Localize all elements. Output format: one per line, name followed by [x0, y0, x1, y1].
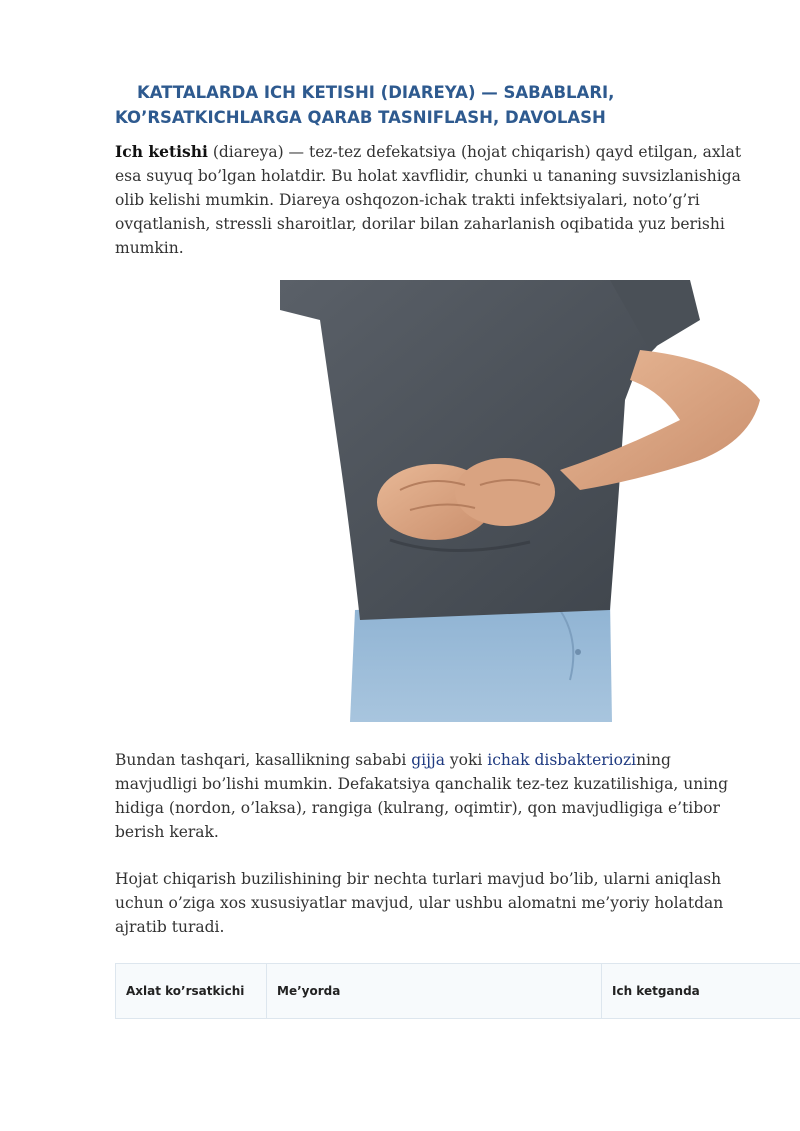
causes-paragraph: [115, 748, 755, 844]
article-title: [115, 80, 675, 130]
causes-text-after: ning mavjudligi bo’lishi mumkin. Defakatsiya qanchalik tez-tez kuzatilishiga, uning hidiga (nordon, o’laksa), rangiga (kulrang, oqimtir), qon mavjudligiga e’tibor berish kerak.: [115, 751, 729, 841]
intro-term: Ich ketishi: [115, 142, 208, 161]
title-line-2: KO’RSATKICHLARGA QARAB TASNIFLASH, DAVOLASH: [115, 108, 606, 127]
intro-text: (diareya) — tez-tez defekatsiya (hojat chiqarish) qayd etilgan, axlat esa suyuq bo’lgan holatdir. Bu holat xavflidir, chunki u tananing suvsizlanishiga olib kelishi mumkin. Diareya oshqozon-ichak trakti infektsiyalari, noto’g’ri ovqatlanish, stressli sharoitlar, dorilar bilan zaharlanish oqibatida yuz berishi mumkin.: [115, 143, 742, 257]
title-line-1: KATTALARDA ICH KETISHI (DIAREYA) — SABABLARI,: [137, 83, 615, 102]
header-cell-normal: Me’yorda: [267, 964, 602, 1019]
intro-paragraph: [115, 140, 755, 260]
stool-indicators-table: [115, 963, 800, 1019]
types-paragraph: Hojat chiqarish buzilishining bir nechta turlari mavjud bo’lib, ularni aniqlash uchun o’ziga xos xususiyatlar mavjud, ular ushbu alomatni me’yoriy holatdan ajratib turadi.: [115, 870, 724, 936]
disbakterioz-link[interactable]: ichak disbakteriozi: [487, 751, 637, 769]
stomach-ache-illustration: [280, 280, 800, 722]
header-cell-diarrhea: Ich ketganda: [602, 964, 800, 1019]
gijja-link[interactable]: gijja: [411, 751, 445, 769]
header-cell-indicator: Axlat ko’rsatkichi: [116, 964, 267, 1019]
table-header-row: [116, 964, 800, 1019]
causes-text-before: Bundan tashqari, kasallikning sababi: [115, 751, 412, 769]
causes-text-middle: yoki: [444, 751, 488, 769]
article-photo: [280, 280, 800, 722]
